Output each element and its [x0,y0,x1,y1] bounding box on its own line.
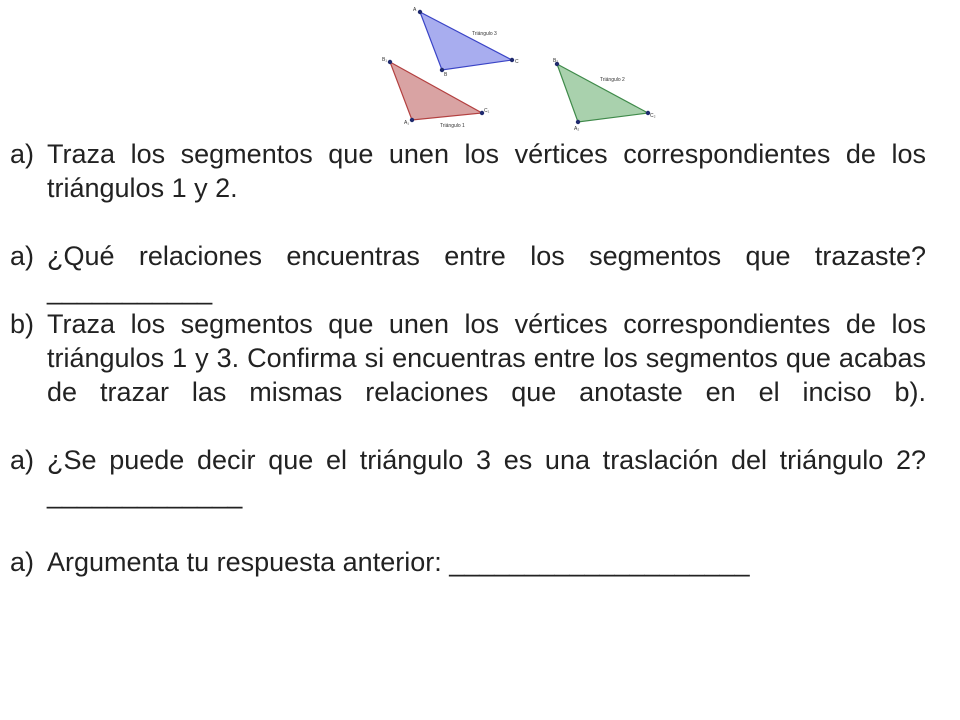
question-text: Traza los segmentos que unen los vértices correspondientes de los triángulos 1 y 3. Confirma si encuentras entre los segmentos que acabas de trazar las mismas relaciones que anotaste en el inciso b). [47,309,926,407]
vertex-a2 [576,120,580,124]
question-marker: a) [10,241,35,271]
label-vertex-b1: B₁ [382,57,388,63]
triangle-3 [420,12,512,70]
label-vertex-b2: B₂ [553,58,559,64]
question-item [10,239,926,307]
question-marker: a) [10,547,35,577]
label-triangle-2: Triángulo 2 [600,77,625,83]
vertex-b1 [388,60,392,64]
question-marker: a) [10,139,35,169]
question-item [10,307,926,409]
triangles-figure [370,0,670,135]
label-vertex-c: C [515,59,519,65]
question-marker: a) [10,445,35,475]
question-item [10,443,926,511]
triangle-2 [557,64,648,122]
triangles-diagram [370,0,670,135]
label-vertex-a1: A₁ [404,120,410,126]
label-triangle-1: Triángulo 1 [440,123,465,129]
triangle-1 [390,62,482,120]
question-text: ¿Qué relaciones encuentras entre los segmentos que trazaste?___________ [47,241,926,305]
label-vertex-c2: C₂ [650,113,656,119]
vertex-a [418,10,422,14]
vertex-c [510,58,514,62]
label-triangle-3: Triángulo 3 [472,31,497,37]
question-item [10,545,926,579]
vertex-a1 [410,118,414,122]
label-vertex-c1: C₁ [484,108,490,114]
label-vertex-a2: A₂ [574,126,580,132]
question-text: Traza los segmentos que unen los vértices correspondientes de los triángulos 1 y 2. [47,139,926,203]
question-item [10,137,926,205]
label-vertex-a: A [413,7,417,13]
question-text: ¿Se puede decir que el triángulo 3 es una traslación del triángulo 2? _____________ [47,445,926,509]
question-marker: b) [10,309,35,339]
label-vertex-b: B [444,72,448,78]
question-text: Argumenta tu respuesta anterior: ____________________ [47,547,750,577]
question-list [10,137,926,579]
